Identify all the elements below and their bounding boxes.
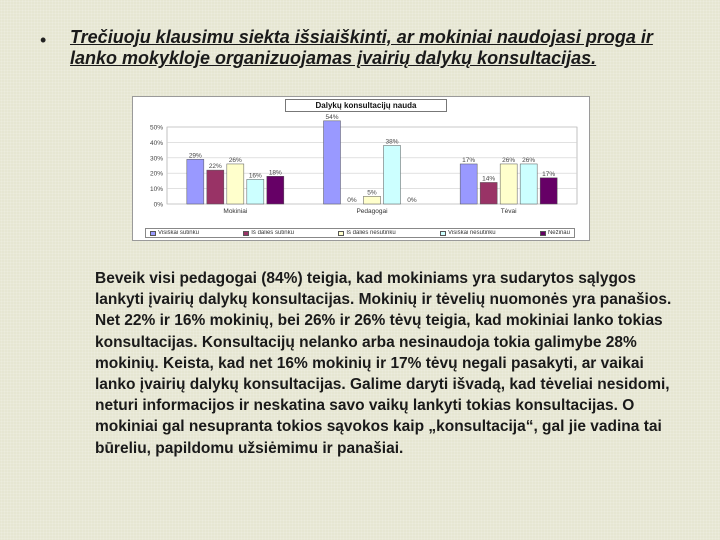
chart-legend <box>145 228 575 238</box>
bar <box>247 179 264 204</box>
y-tick-label: 50% <box>149 124 163 132</box>
legend-item <box>338 230 395 236</box>
y-tick-label: 30% <box>149 155 163 163</box>
bar <box>187 159 204 204</box>
legend-swatch <box>243 231 249 236</box>
bar <box>364 196 381 204</box>
slide-heading: Trečiuoju klausimu siekta išsiaiškinti, ar mokiniai naudojasi proga ir lanko mokykloje organizuojamas įvairių dalykų konsultacijas. <box>70 27 653 68</box>
legend-label: Visiškai nesutinku <box>448 230 496 236</box>
x-tick-label: Tėvai <box>500 208 517 215</box>
legend-swatch <box>540 231 546 236</box>
legend-swatch <box>150 231 156 236</box>
data-label: 17% <box>542 170 556 178</box>
data-label: 54% <box>325 113 339 121</box>
data-label: 26% <box>502 156 516 164</box>
legend-label: Iš dalies sutinku <box>251 230 294 236</box>
data-label: 14% <box>482 175 496 183</box>
data-label: 22% <box>208 163 222 171</box>
bar-chart <box>133 97 589 240</box>
bar <box>227 164 244 204</box>
legend-item <box>150 230 199 236</box>
data-label: 18% <box>268 169 282 177</box>
legend-label: Iš dalies nesutinku <box>346 230 396 236</box>
bar <box>500 164 517 204</box>
legend-item <box>243 230 294 236</box>
legend-swatch <box>338 231 344 236</box>
x-tick-label: Mokiniai <box>223 208 248 215</box>
chart-title: Dalykų konsultacijų nauda <box>285 99 447 112</box>
data-label: 26% <box>228 156 242 164</box>
legend-item <box>540 230 570 236</box>
bar <box>480 182 497 204</box>
data-label: 38% <box>385 138 399 146</box>
data-label: 0% <box>347 197 357 204</box>
bar <box>267 176 284 204</box>
bar <box>460 164 477 204</box>
data-label: 16% <box>248 172 262 180</box>
bar <box>520 164 537 204</box>
y-tick-label: 20% <box>149 170 163 178</box>
bar <box>540 178 557 204</box>
legend-item <box>440 230 496 236</box>
legend-label: Nežinau <box>547 230 570 236</box>
y-tick-label: 40% <box>149 139 163 147</box>
y-tick-label: 0% <box>153 201 163 209</box>
bar <box>207 170 224 204</box>
x-tick-label: Pedagogai <box>356 208 388 215</box>
data-label: 29% <box>188 152 202 160</box>
slide-paragraph: Beveik visi pedagogai (84%) teigia, kad mokiniams yra sudarytos sąlygos lankyti įvairių dalykų konsultacijas. Mokinių ir tėvelių nuomonės yra panašios. Net 22% ir 16% mokinių, bei 26% ir 26% tėvų teigia, kad mokiniai lanko tokias konsultacijas. Konsultacijų nelanko arba nesinaudoja tokia galimybe 28% mokinių. Keista, kad net 16% mokinių ir 17% tėvų negali pasakyti, ar vaikai lanko įvairių dalykų konsultacijas. Galime daryti išvadą, kad tėveliai nesidomi, neturi informacijos ir neskatina savo vaikų lankyti tokias konsultacijas. O mokiniai gal nesupranta tokios sąvokos kaip „konsultacija“, gal jie vadina tai būreliu, papildomu užsiėmimu ir panašiai. <box>95 270 672 457</box>
bar <box>384 145 401 204</box>
data-label: 0% <box>407 197 417 204</box>
legend-swatch <box>440 231 446 236</box>
y-tick-label: 10% <box>149 186 163 194</box>
data-label: 17% <box>462 156 476 164</box>
chart-container <box>132 96 590 241</box>
bullet-marker: • <box>40 30 47 50</box>
legend-label: Visiškai sutinku <box>158 230 199 236</box>
bar <box>324 121 341 204</box>
data-label: 26% <box>522 156 536 164</box>
data-label: 5% <box>367 189 377 197</box>
